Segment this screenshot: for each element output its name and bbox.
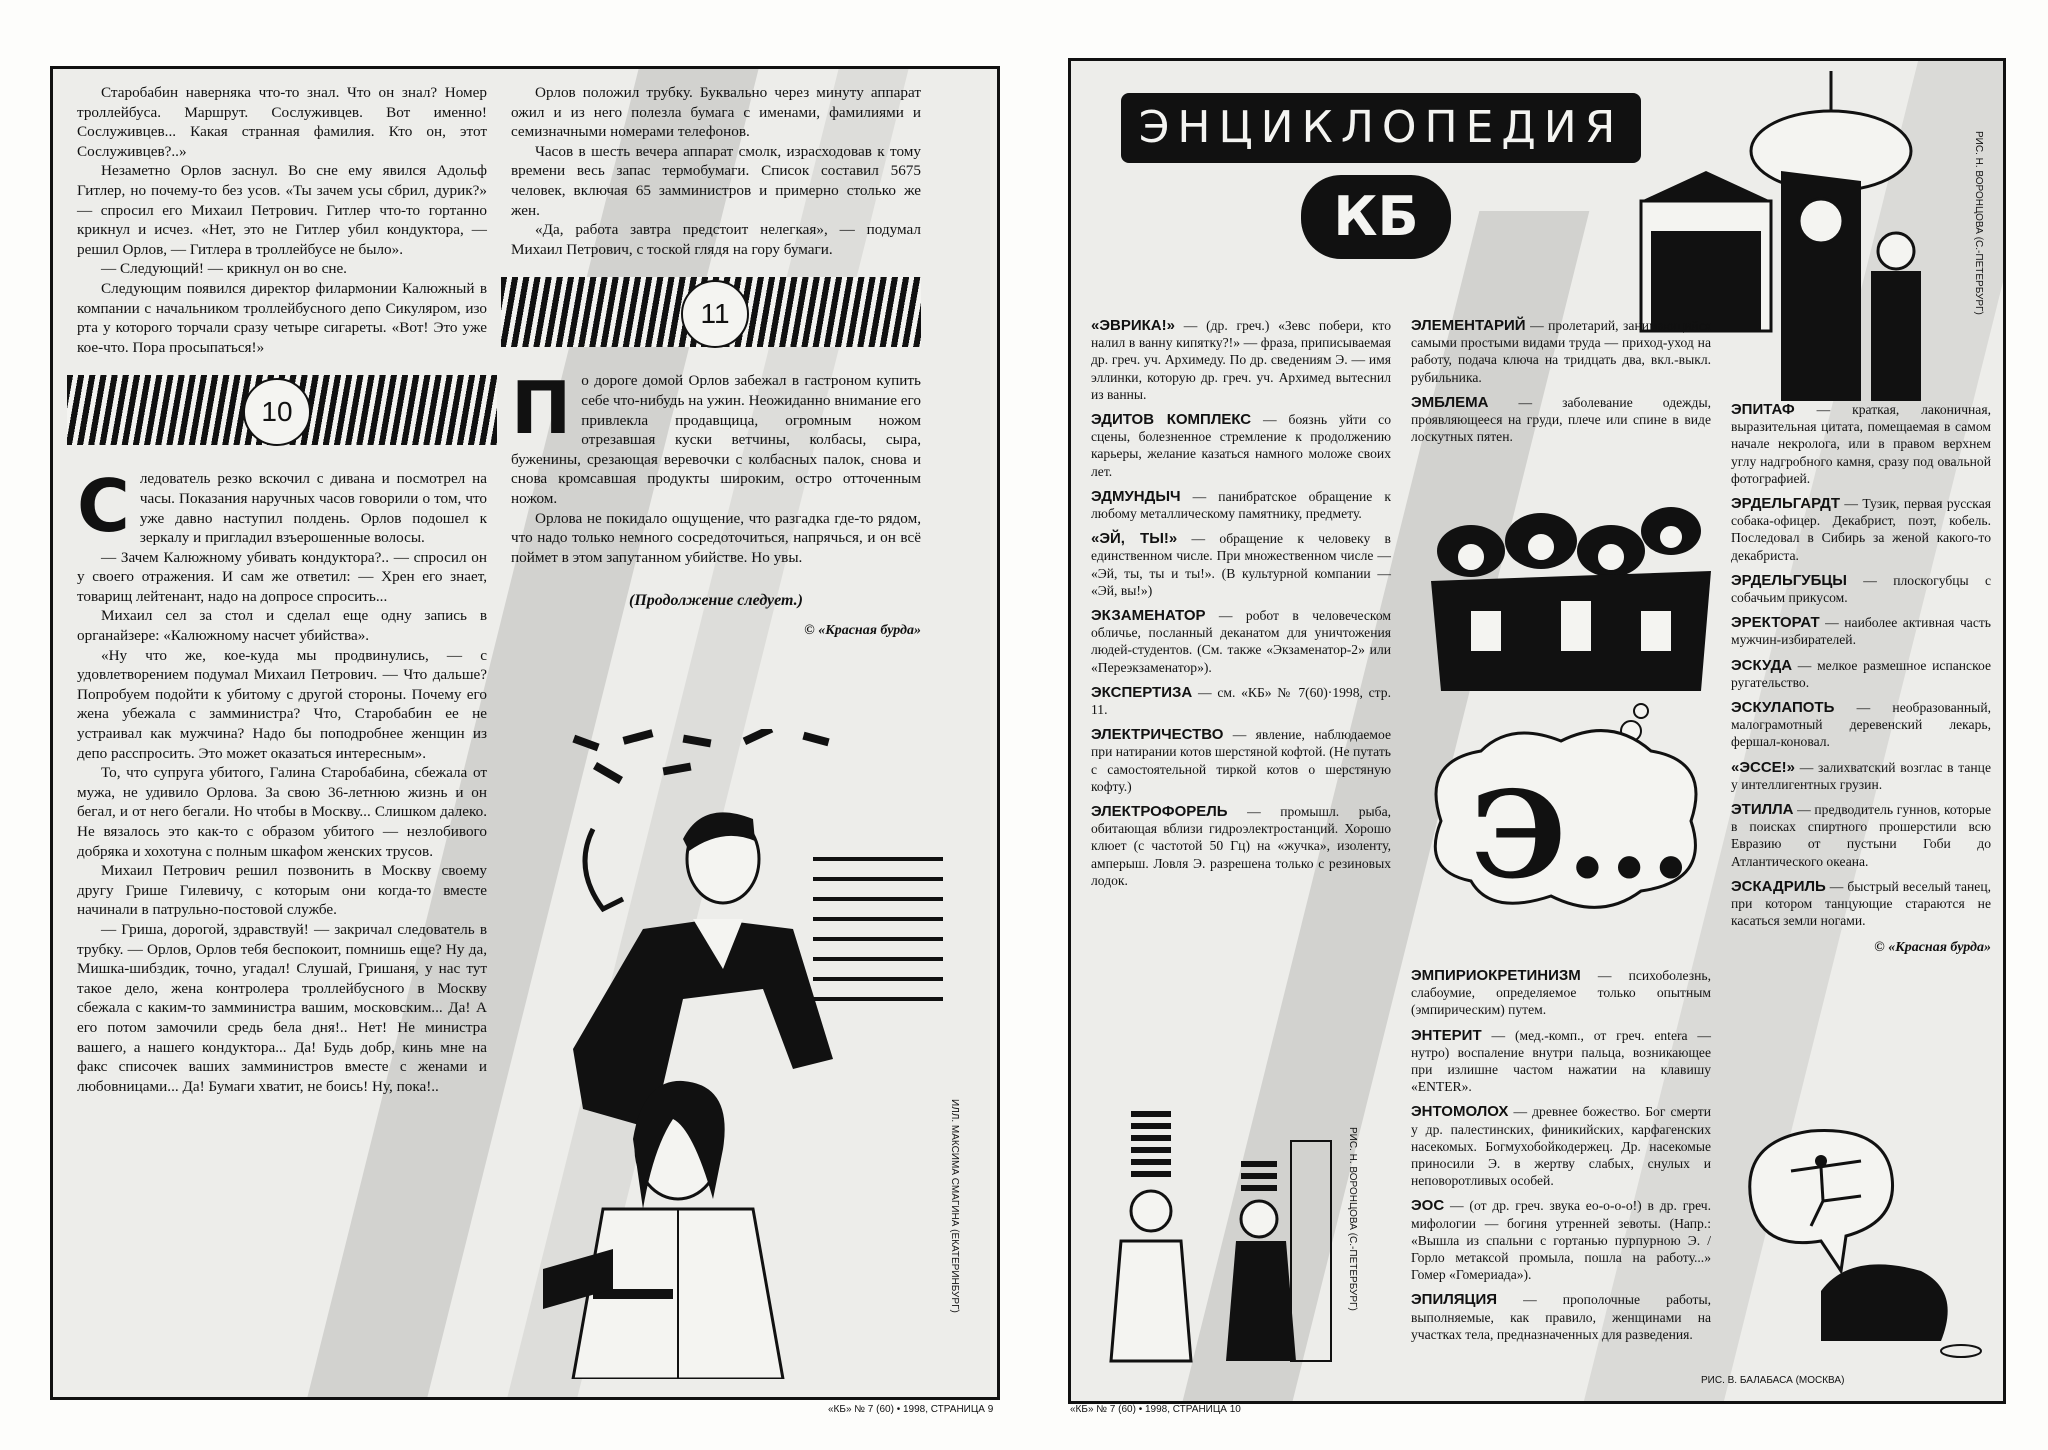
paragraph: Старобабин наверняка что-то знал. Что он знал? Номер троллейбуса. Маршрут. Сослуживцев. Вот именно! Сослуживцев... Какая странная фамилия. Кто он, этот Сослуживцев?..» [77,84,487,160]
glossary-term: ЭЛЕМЕНТАРИЙ [1411,317,1526,334]
glossary-term: ЭКЗАМЕНАТОР [1091,607,1206,625]
credit-mid: РИС. Н. ВОРОНЦОВА (С.-ПЕТЕРБУРГ) [1347,1127,1358,1311]
glossary-term: ЭКСПЕРТИЗА [1091,683,1193,701]
paragraph: ледователь резко вскочил с дивана и посмотрел на часы. Показания наручных часов говорили о том, что уже давно наступил полдень. Орлов подошел к зеркалу и пригладил взъерошенные волосы. [139,470,487,547]
glossary-definition: — необразованный, малограмотный деревенский лекарь, фершал-коновал. [1731,700,1991,750]
glossary-entry [1411,1103,1711,1189]
glossary-column-2 [1411,317,1711,453]
glossary-column-2-bottom [1411,967,1711,1351]
page-10-footer: «КБ» № 7 (60) • 1998, СТРАНИЦА 10 [1070,1404,1241,1415]
glossary-definition: — древнее божество. Бог смерти у др. палестинских, финикийских, карфагенских насекомых. Богмухобойкодержец. Др. насекомые приносили Э. в жертву слабых, снулых и неповоротливых особей. [1411,1104,1711,1189]
paragraph: «Да, работа завтра предстоит нелегкая», — подумал Михаил Петрович, с тоской глядя на гору бумаги. [511,221,921,258]
glossary-term: ЭРДЕЛЬГУБЦЫ [1731,571,1847,589]
glossary-entry [1731,614,1991,648]
glossary-entry [1091,607,1391,676]
glossary-term: ЭТИЛЛА [1731,801,1794,819]
glossary-term: ЭЛЕКТРИЧЕСТВО [1091,726,1224,744]
paragraph: Михаил сел за стол и сделал еще одну запись в органайзере: «Калюжному насчет убийства». [77,607,487,645]
paragraph: Незаметно Орлов заснул. Во сне ему явился Адольф Гитлер, но почему-то без усов. «Ты зачем усы сбрил, дурик?» — спросил его Михаил Петрович. Гитлер что-то гортанно крикнул и исчез. «Нет, это не Гитлер убил кондуктора, — решил Орлов, — Гитлера в троллейбусе не было». [77,162,487,258]
glossary-definition: — см. «КБ» № 7(60)·1998, стр. 11. [1091,684,1391,718]
continued-note: (Продолжение следует.) [628,592,804,610]
glossary-term: ЭОС [1411,1197,1445,1215]
glossary-column-1 [1091,317,1391,897]
paragraph: — Следующий! — крикнул он во сне. [101,260,347,278]
glossary-definition: — Тузик, первая русская собака-офицер. Декабрист, поэт, кобель. Последовал в Сибирь за женой какого-то декабриста. [1731,496,1991,563]
paragraph: То, что супруга убитого, Галина Старобабина, сбежала от мужа, не удивило Орлова. За свою 36-летнюю жизнь и он бегал, и от него бегали. Но чтобы в Москву... Слишком далеко. Не вязалось это как-то с образом убитого — незлобивого добряка и хохотуна с полным шкафом женских трусов. [77,764,487,860]
glossary-entry [1411,1291,1711,1343]
chapter-number-11: 11 [681,280,749,348]
chapter-number-10: 10 [243,378,311,446]
paragraph: — Зачем Калюжному убивать кондуктора?.. — спросил он у своего отражения. И сам же ответил: — Хрен его знает, товарищ лейтенант, надо на допросе спросить... [77,548,487,605]
glossary-term: ЭДМУНДЫЧ [1091,487,1181,505]
glossary-definition: — мелкое размешное испанское ругательство. [1731,657,1991,690]
paragraph: о дороге домой Орлов забежал в гастроном купить себе что-нибудь на ужин. Неожиданно внимание его привлекла продавщица, огромным ножом отрезавшая куски ветчины, колбасы, сыра, буженины, срезающая веревочки с колбасных палок, снова и снова кромсавшая продукты широким, остро отточенным ножом. [511,372,921,507]
glossary-definition: — (от др. греч. звука ео-о-о-о!) в др. греч. мифологии — богиня утренней зевоты. (Напр.: «Вышла из спальни с гортанью пурпурною Э. / Горло метаксой промыла, пошла на работу...» Гомер «Гомериада»). [1411,1198,1711,1283]
glossary-definition: — залихватский возглас в танце у интеллигентных грузин. [1731,759,1991,792]
glossary-entry [1731,801,1991,870]
chapter-divider-11 [501,267,931,359]
glossary-definition: — прополочные работы, выполняемые, как правило, женщинами на участках тела, предназначенных для разведения. [1411,1292,1711,1342]
glossary-entry [1091,726,1391,795]
credit-bottom: РИС. В. БАЛАБАСА (МОСКВА) [1701,1375,1845,1386]
cartoon-stacked-plates [1091,1101,1341,1391]
paragraph: Орлов положил трубку. Буквально через минуту аппарат ожил и из него полезла бумага с именами, фамилиями и семизначными номерами телефонов. [511,84,921,141]
glossary-term: ЭЛЕКТРОФОРЕЛЬ [1091,803,1228,821]
copyright: © «Красная бурда» [804,622,921,638]
glossary-term: ЭНТЕРИТ [1411,1026,1482,1044]
glossary-definition: — боязнь уйти со сцены, болезненное стремление к продолжению карьеры, желание казаться намного моложе своих лет. [1091,412,1391,479]
glossary-term: ЭМПИРИОКРЕТИНИЗМ [1411,967,1581,984]
credit-top: РИС. Н. ВОРОНЦОВА (С.-ПЕТЕРБУРГ) [1973,131,1984,315]
glossary-entry [1411,967,1711,1019]
glossary-entry [1731,495,1991,564]
paragraph: Следующим появился директор филармонии Калюжный в компании с начальником троллейбусного депо Сикуляром, изо рта у которого торчали сразу четыре сигареты. «Вот! Это уже кое-что. Пора просыпаться!» [77,279,487,356]
glossary-definition: — предводитель гуннов, которые в поисках спиртного прошерстили всю Евразию от пустыни Гоби до Атлантического океана. [1731,802,1991,869]
glossary-entry [1731,657,1991,691]
glossary-term: ЭПИТАФ [1731,401,1795,418]
glossary-term: ЭСКУЛАПОТЬ [1731,699,1835,717]
big-letter-e: Э... [1471,765,1692,906]
glossary-term: ЭСКАДРИЛЬ [1731,877,1826,895]
glossary-entry [1731,401,1991,487]
glossary-term: ЭРДЕЛЬГАРДТ [1731,495,1841,513]
glossary-definition: — заболевание одежды, проявляющееся на груди, плече или спине в виде лоскутных пятен. [1411,394,1711,445]
glossary-entry [1091,411,1391,480]
drop-cap: С [77,464,130,549]
glossary-entry [1731,699,1991,751]
glossary-term: ЭРЕКТОРАТ [1731,614,1820,632]
glossary-definition: — (мед.-комп., от греч. entera — нутро) воспаление внутри пальца, возникающее при излишне частом нажатии на клавишу «ENTER». [1411,1027,1711,1095]
chapter-divider-10 [67,365,497,457]
glossary-definition: — (др. греч.) «Зевс побери, кто налил в ванну кипятку?!» — фраза, приписываемая др. греч. уч. Архимеду. По др. сведениям Э. — имя эллинки, которую др. греч. уч. Архимед вытеснил из ванны. [1091,318,1391,402]
drop-cap: П [511,366,572,451]
glossary-entry [1411,1027,1711,1096]
glossary-term: «ЭССЕ!» [1731,758,1796,776]
col1-top-text [77,83,487,357]
cartoon-dancer-and-dog [1731,1121,1991,1371]
article-column-1 [77,83,487,1096]
page-9-footer: «КБ» № 7 (60) • 1998, СТРАНИЦА 9 [828,1404,994,1415]
header-title: ЭНЦИКЛОПЕДИЯ [1121,93,1641,163]
glossary-column-3 [1731,401,1991,965]
glossary-entry [1091,317,1391,403]
glossary-definition: — быстрый веселый танец, при котором танцующие стараются не касаться земли ногами. [1731,878,1991,929]
header-logo: КБ [1301,175,1451,259]
glossary-term: ЭСКУДА [1731,656,1793,674]
glossary-term: ЭДИТОВ КОМПЛЕКС [1091,411,1252,429]
glossary-term: ЭМБЛЕМА [1411,393,1489,411]
glossary-term: ЭНТОМОЛОХ [1411,1103,1509,1121]
glossary-term: «ЭЙ, ТЫ!» [1091,530,1178,548]
paragraph: «Ну что же, кое-куда мы продвинулись, — с удовлетворением подумал Михаил Петрович. — Что дальше? Попробуем подойти к убитому с другой стороны. Почему его жена убежала с замминистра? Что, Старобабин ее не устраивал как мужчина? Надо бы поподробнее женщин из депо расспросить. Это может оказаться интересным». [77,646,487,762]
glossary-definition: — обращение к человеку в единственном числе. При множественном числе — «Эй, ты, ты и ты!». (В культурной компании — «Эй, вы!») [1091,531,1391,598]
paragraph: Михаил Петрович решил позвонить в Москву своему другу Грише Гилевичу, с которым они когда-то вместе начинали в патрульно-постовой службе. [77,862,487,919]
glossary-definition: — плоскогубцы с собачьим прикусом. [1731,572,1991,606]
copyright: © «Красная бурда» [1874,940,1991,956]
glossary-definition: — панибратское обращение к любому металлическому памятнику, предмету. [1091,488,1391,522]
paragraph: Часов в шесть вечера аппарат смолк, израсходовав к тому времени весь запас термобумаги. Список составил 5675 человек, включая 65 замминистров и примерно столько же жен. [511,142,921,219]
glossary-entry [1091,488,1391,522]
glossary-entry [1091,684,1391,718]
glossary-term: ЭПИЛЯЦИЯ [1411,1291,1498,1309]
glossary-term: «ЭВРИКА!» [1091,317,1175,334]
glossary-definition: — пролетарий, занимающийся самыми простыми видами труда — приход-уход на работу, подача ключа на тридцать два, вкл.-выкл. рубильника. [1411,318,1711,385]
encyclopedia-header [1101,79,1661,259]
glossary-entry [1411,317,1711,386]
glossary-entry [1731,759,1991,793]
glossary-definition: — промышл. рыба, обитающая вблизи гидроэлектростанций. Хорошо клюет (с частотой 50 Гц) на «жучка», изоленту, амперыш. Ловля Э. разрешена только с резиновых лодок. [1091,804,1391,888]
glossary-entry [1091,530,1391,599]
page-10 [1068,58,2006,1404]
article-column-2 [511,83,921,640]
illustration-man-on-phone [533,729,973,1379]
glossary-entry [1091,803,1391,889]
paragraph: — Гриша, дорогой, здравствуй! — закричал следователь в трубку. — Орлов, Орлов тебя беспокоит, помнишь еще? Ну да, Мишка-шибздик, точно, угадал! Слушай, Гришаня, у нас тут такое дело, жена контролера троллейбусного в Москву сбежала с каким-то замминистра вашим, московским... Да! А его потом замочили средь бела дня!.. Нет! Не министра вашего, а нашего кондуктора... Да! Будь добр, кинь мне на факс списочек ваших замминистров вместе с женами и любовницами... Да! Бумаги хватит, не боись! Ну, пока!.. [77,920,487,1095]
glossary-entry [1411,394,1711,446]
glossary-entry [1731,878,1991,930]
page-9 [50,66,1000,1400]
glossary-entry [1411,1197,1711,1283]
illustration-credit: ИЛЛ. МАКСИМА СМАГИНА (ЕКАТЕРИНБУРГ) [949,1099,960,1313]
glossary-definition: — явление, наблюдаемое при натирании котов шерстяной кофтой. (Не путать с самостоятельной тиркой котов о шерстяную кофту.) [1091,727,1391,794]
glossary-definition: — психоболезнь, слабоумие, определяемое только опытным (эмпирическим) путем. [1411,968,1711,1018]
glossary-definition: — наиболее активная часть мужчин-избирателей. [1731,615,1991,648]
glossary-entry [1731,572,1991,606]
glossary-definition: — робот в человеческом обличье, посланный деканатом для уничтожения людей-студентов. (См. также «Экзаменатор-2» или «Переэкзаменатор»). [1091,608,1391,675]
glossary-definition: — краткая, лаконичная, выразительная цитата, помещаемая в самом начале некролога, или в правом верхнем углу надгробного камня, сразу под овальной фотографией. [1731,402,1991,486]
paragraph: Орлова не покидало ощущение, что разгадка где-то рядом, что надо только немного сосредоточиться, напрячься, и он всё поймет в этом запутанном убийстве. Но увы. [511,509,921,566]
